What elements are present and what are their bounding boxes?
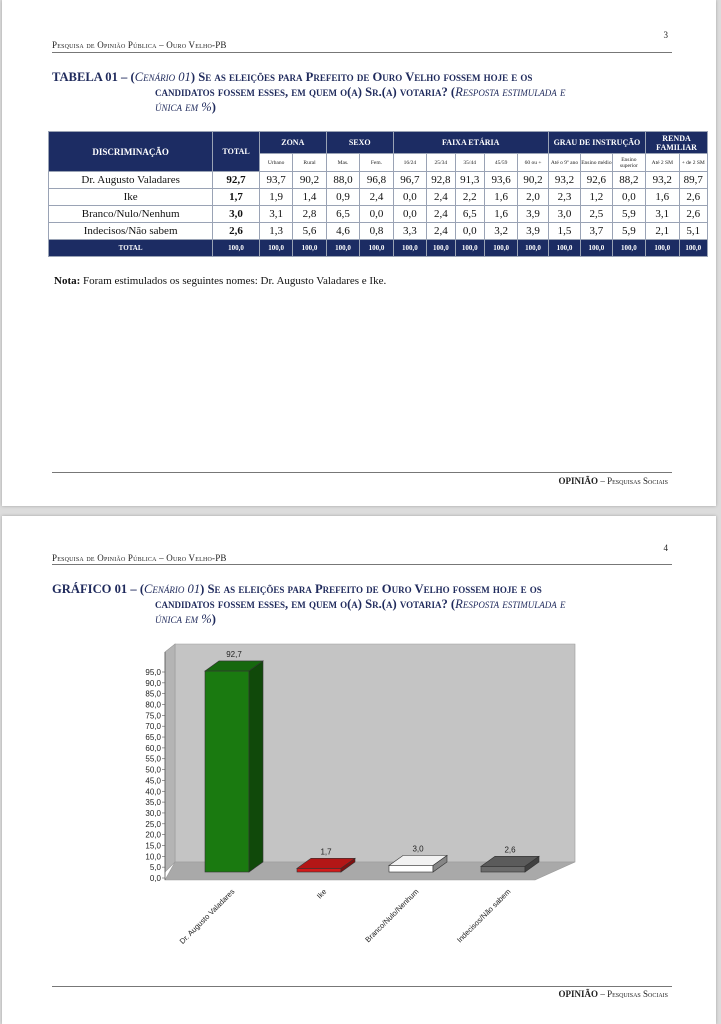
- bar-value-label: 1,7: [320, 847, 332, 857]
- total-row: [49, 240, 708, 257]
- title-paren-close: ): [190, 70, 196, 84]
- total-value: 100,0: [518, 240, 548, 257]
- header-faixa: FAIXA ETÁRIA: [393, 132, 548, 154]
- title-dash: –: [127, 582, 140, 596]
- row-value: 89,7: [679, 172, 707, 189]
- row-value: 96,7: [393, 172, 426, 189]
- row-value: 3,0: [548, 206, 580, 223]
- row-value: 0,0: [360, 206, 393, 223]
- subheader: Rural: [293, 154, 326, 172]
- row-value: 3,9: [518, 223, 548, 240]
- row-total: 92,7: [213, 172, 260, 189]
- question-part1: Se as eleições para Prefeito de Ouro Velho fossem hoje e os: [204, 582, 542, 596]
- total-value: 100,0: [293, 240, 326, 257]
- question-part2: candidatos fossem esses, em quem o(a) Sr.(a) votaria?: [155, 597, 448, 611]
- row-value: 3,1: [259, 206, 292, 223]
- resp-paren-open: (: [447, 597, 456, 611]
- row-value: 1,5: [548, 223, 580, 240]
- x-category-label: Dr. Augusto Valadares: [177, 887, 237, 946]
- row-value: 5,1: [679, 223, 707, 240]
- header-title: Pesquisa de Opinião Pública – Ouro Velho-PB: [52, 553, 227, 563]
- table-label: TABELA 01: [52, 70, 118, 84]
- footer: [559, 476, 668, 486]
- subheader: Ensino médio: [581, 154, 612, 172]
- row-value: 91,3: [455, 172, 484, 189]
- row-value: 0,0: [455, 223, 484, 240]
- row-value: 2,3: [548, 189, 580, 206]
- header-discriminacao: DISCRIMINAÇÃO: [49, 132, 213, 172]
- row-value: 2,4: [427, 206, 455, 223]
- resposta-text-2: única em %: [155, 612, 212, 626]
- row-value: 3,1: [646, 206, 679, 223]
- row-value: 6,5: [455, 206, 484, 223]
- x-category-label: Ike: [314, 887, 329, 901]
- total-value: 100,0: [646, 240, 679, 257]
- row-value: 93,7: [259, 172, 292, 189]
- total-label: TOTAL: [49, 240, 213, 257]
- row-total: 1,7: [213, 189, 260, 206]
- row-value: 2,0: [518, 189, 548, 206]
- row-value: 0,0: [612, 189, 645, 206]
- total-value: 100,0: [679, 240, 707, 257]
- row-value: 1,4: [293, 189, 326, 206]
- row-value: 2,4: [427, 223, 455, 240]
- row-value: 1,6: [484, 206, 517, 223]
- y-tick-label: 0,0: [149, 874, 161, 883]
- y-tick-label: 85,0: [145, 689, 161, 699]
- cenario-label: Cenário 01: [134, 70, 191, 84]
- row-value: 1,2: [581, 189, 612, 206]
- row-value: 2,4: [427, 189, 455, 206]
- bar-value-label: 2,6: [504, 845, 516, 855]
- y-tick-label: 10,0: [145, 852, 161, 862]
- header-grau: GRAU DE INSTRUÇÃO: [548, 132, 645, 154]
- y-tick-label: 5,0: [149, 863, 161, 873]
- subheader: Até 2 SM: [646, 154, 679, 172]
- header-rule: [52, 564, 672, 565]
- row-value: 5,9: [612, 223, 645, 240]
- footer-rule: [52, 472, 672, 473]
- total-value: 100,0: [360, 240, 393, 257]
- question-part2: candidatos fossem esses, em quem o(a) Sr.(a) votaria?: [155, 85, 448, 99]
- row-value: 1,6: [484, 189, 517, 206]
- y-tick-label: 50,0: [145, 765, 161, 775]
- page-number: 3: [663, 30, 668, 40]
- subheader: Urbano: [259, 154, 292, 172]
- row-value: 1,3: [259, 223, 292, 240]
- resposta-text-2: única em %: [155, 100, 212, 114]
- footer-subtitle: Pesquisas Sociais: [607, 476, 668, 486]
- resp-paren-close: ): [211, 100, 216, 114]
- row-value: 3,9: [518, 206, 548, 223]
- row-value: 0,0: [393, 189, 426, 206]
- total-value: 100,0: [427, 240, 455, 257]
- subheader: 60 ou +: [518, 154, 548, 172]
- row-value: 1,9: [259, 189, 292, 206]
- header-total: TOTAL: [213, 132, 260, 172]
- title-paren-close: ): [200, 582, 205, 596]
- row-value: 90,2: [518, 172, 548, 189]
- table-row: [49, 172, 708, 189]
- note-label: Nota:: [54, 275, 81, 287]
- chart-side-wall: [165, 644, 175, 872]
- resposta-text: Resposta estimulada e: [455, 85, 566, 99]
- row-value: 2,4: [360, 189, 393, 206]
- row-value: 93,2: [548, 172, 580, 189]
- header-sexo: SEXO: [326, 132, 393, 154]
- y-tick-label: 65,0: [145, 733, 161, 743]
- bar-front: [389, 865, 433, 872]
- row-value: 93,6: [484, 172, 517, 189]
- row-value: 93,2: [646, 172, 679, 189]
- footer-rule: [52, 986, 672, 987]
- row-value: 96,8: [360, 172, 393, 189]
- bar-value-label: 92,7: [226, 649, 242, 659]
- page-4: [2, 516, 716, 1024]
- bar-front: [205, 671, 249, 872]
- row-value: 92,6: [581, 172, 612, 189]
- row-value: 3,7: [581, 223, 612, 240]
- y-tick-label: 40,0: [145, 787, 161, 797]
- y-tick-label: 15,0: [145, 841, 161, 851]
- subheader: Fem.: [360, 154, 393, 172]
- total-value: 100,0: [581, 240, 612, 257]
- table-row: [49, 189, 708, 206]
- row-value: 92,8: [427, 172, 455, 189]
- row-value: 90,2: [293, 172, 326, 189]
- table-note: [54, 275, 386, 287]
- footer-brand: OPINIÃO: [558, 476, 599, 486]
- subheader: + de 2 SM: [679, 154, 707, 172]
- y-tick-label: 25,0: [145, 819, 161, 829]
- chart-label: GRÁFICO 01: [52, 582, 128, 596]
- footer: [559, 989, 668, 999]
- bar-front: [297, 868, 341, 872]
- table-row: [49, 206, 708, 223]
- row-value: 2,5: [581, 206, 612, 223]
- bar-side: [249, 661, 263, 872]
- subheader: 35/44: [455, 154, 484, 172]
- row-label: Ike: [49, 189, 213, 206]
- header-title: Pesquisa de Opinião Pública – Ouro Velho-PB: [52, 40, 227, 50]
- title-paren-open: (: [139, 582, 145, 596]
- row-value: 3,2: [484, 223, 517, 240]
- row-value: 3,3: [393, 223, 426, 240]
- row-value: 88,0: [326, 172, 359, 189]
- resp-paren-close: ): [211, 612, 216, 626]
- y-tick-label: 30,0: [145, 808, 161, 818]
- row-label: Dr. Augusto Valadares: [49, 172, 213, 189]
- y-tick-label: 60,0: [145, 743, 161, 753]
- y-tick-label: 20,0: [145, 830, 161, 840]
- row-value: 0,8: [360, 223, 393, 240]
- footer-separator: –: [598, 989, 608, 999]
- row-label: Branco/Nulo/Nenhum: [49, 206, 213, 223]
- y-tick-label: 95,0: [145, 668, 161, 677]
- row-value: 5,6: [293, 223, 326, 240]
- header-rule: [52, 52, 672, 53]
- bar: [205, 661, 263, 872]
- row-label: Indecisos/Não sabem: [49, 223, 213, 240]
- note-text: Foram estimulados os seguintes nomes: Dr. Augusto Valadares e Ike.: [80, 275, 387, 287]
- x-category-label: Branco/Nulo/Nenhum: [363, 887, 421, 945]
- row-value: 6,5: [326, 206, 359, 223]
- total-value: 100,0: [612, 240, 645, 257]
- table-row: [49, 223, 708, 240]
- row-total: 3,0: [213, 206, 260, 223]
- row-value: 2,6: [679, 189, 707, 206]
- resposta-text: Resposta estimulada e: [455, 597, 566, 611]
- cenario-label: Cenário 01: [144, 582, 201, 596]
- footer-separator: –: [598, 476, 608, 486]
- x-category-label: Indecisos/Não sabem: [455, 887, 513, 945]
- title-paren-open: (: [130, 70, 135, 84]
- resp-paren-open: (: [447, 85, 456, 99]
- row-total: 2,6: [213, 223, 260, 240]
- row-value: 2,6: [679, 206, 707, 223]
- y-tick-label: 75,0: [145, 711, 161, 721]
- row-value: 2,1: [646, 223, 679, 240]
- chart-title: [52, 582, 672, 627]
- question-part1: Se as eleições para Prefeito de Ouro Velho fossem hoje e os: [195, 70, 533, 84]
- total-value: 100,0: [455, 240, 484, 257]
- subheader: 25/34: [427, 154, 455, 172]
- y-tick-label: 45,0: [145, 776, 161, 786]
- results-table: [48, 131, 708, 257]
- total-value: 100,0: [484, 240, 517, 257]
- subheader: 16/24: [393, 154, 426, 172]
- bar-value-label: 3,0: [412, 844, 424, 854]
- header-renda: RENDA FAMILIAR: [646, 132, 708, 154]
- y-tick-label: 70,0: [145, 722, 161, 732]
- total-value: 100,0: [548, 240, 580, 257]
- total-total: 100,0: [213, 240, 260, 257]
- subheader: Até o 9º ano: [548, 154, 580, 172]
- row-value: 0,0: [393, 206, 426, 223]
- footer-brand: OPINIÃO: [558, 989, 599, 999]
- row-value: 1,6: [646, 189, 679, 206]
- subheader: 45/59: [484, 154, 517, 172]
- y-tick-label: 55,0: [145, 754, 161, 764]
- total-value: 100,0: [326, 240, 359, 257]
- row-value: 2,2: [455, 189, 484, 206]
- bar-front: [481, 866, 525, 872]
- title-dash: –: [117, 70, 131, 84]
- bar-chart: [2, 636, 716, 1016]
- subheader: Mas.: [326, 154, 359, 172]
- table-title: [52, 70, 672, 115]
- row-value: 88,2: [612, 172, 645, 189]
- page-number: 4: [663, 543, 668, 553]
- row-value: 5,9: [612, 206, 645, 223]
- y-tick-label: 35,0: [145, 798, 161, 808]
- row-value: 4,6: [326, 223, 359, 240]
- header-zona: ZONA: [259, 132, 326, 154]
- footer-subtitle: Pesquisas Sociais: [607, 989, 668, 999]
- row-value: 2,8: [293, 206, 326, 223]
- total-value: 100,0: [259, 240, 292, 257]
- subheader: Ensino superior: [612, 154, 645, 172]
- y-tick-label: 80,0: [145, 700, 161, 710]
- page-3: [2, 0, 716, 506]
- row-value: 0,9: [326, 189, 359, 206]
- y-tick-label: 90,0: [145, 678, 161, 688]
- total-value: 100,0: [393, 240, 426, 257]
